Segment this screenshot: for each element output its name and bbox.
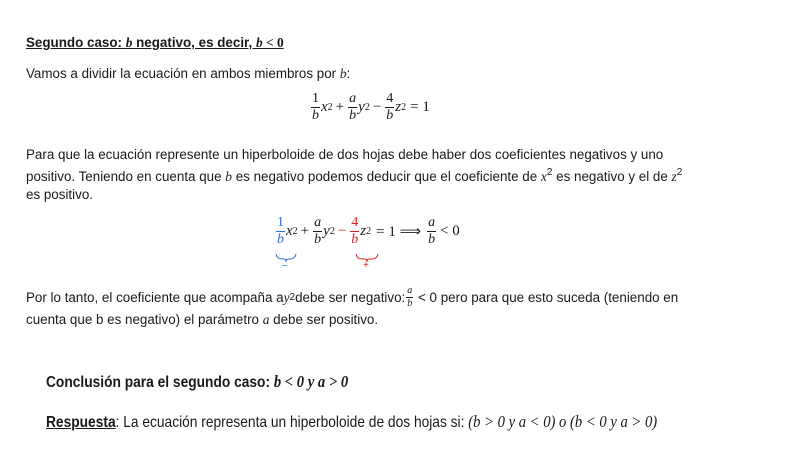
sign-negative: − — [282, 261, 288, 272]
fraction: $\frac{a}{b}$ — [314, 215, 322, 247]
fraction: $\frac{a}{b}$ — [349, 91, 357, 123]
equation-signs: $\frac{1}{b}$ x 2 + $\frac{a}{b}$ y 2 − $\frac{4}{b}$ z 2 = 1 ⟹ $\frac{a}{b}$ < 0 — [277, 215, 460, 247]
answer: Respuesta: La ecuación representa un hiperboloide de dos hojas si: (b > 0 y a < 0) o (b < 0 y a > 0) — [46, 412, 658, 431]
fraction-red: $\frac{4}{b}$ — [351, 215, 359, 247]
intro-text: Vamos a dividir la ecuación en ambos miembros por b: — [26, 66, 351, 81]
section-heading: Segundo caso: b negativo, es decir, b < 0 — [26, 35, 284, 50]
fraction: $\frac{1}{b}$ — [312, 91, 319, 123]
paragraph-line: cuenta que b es negativo) el parámetro a debe ser positivo. — [26, 312, 379, 327]
equation-divided: $\frac{1}{b}$ x 2 + $\frac{a}{b}$ y 2 − $\frac{4}{b}$ z 2 = 1 — [312, 91, 430, 123]
paragraph-line: Por lo tanto, el coeficiente que acompaña a y 2 debe ser negativo: $\frac{a}{b}$ < 0 pero para que esto suceda (teniendo en — [26, 285, 679, 309]
fraction-small: $\frac{a}{b}$ — [407, 285, 413, 309]
fraction: $\frac{4}{b}$ — [386, 91, 394, 123]
fraction: $\frac{a}{b}$ — [428, 215, 436, 247]
fraction-blue: $\frac{1}{b}$ — [277, 215, 284, 247]
paragraph-line: Para que la ecuación represente un hiperboloide de dos hojas debe haber dos coeficientes negativos y uno — [26, 147, 664, 162]
paragraph-line: positivo. Teniendo en cuenta que b es negativo podemos deducir que el coeficiente de $x^2$ es negativo y el de $z^2$ — [26, 167, 683, 184]
paragraph-line: es positivo. — [26, 187, 93, 202]
conclusion: Conclusión para el segundo caso: b < 0 y a > 0 — [46, 372, 349, 391]
sign-positive: + — [363, 260, 369, 271]
